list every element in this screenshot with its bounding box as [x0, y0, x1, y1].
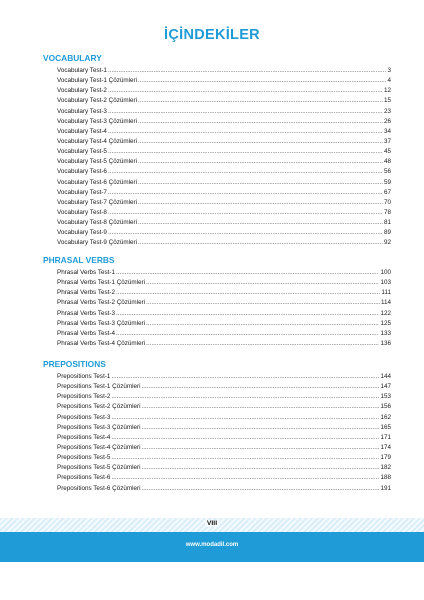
toc-entry[interactable]: [43, 96, 391, 106]
toc-entry-page: 165: [380, 423, 391, 431]
toc-entry-page: 114: [380, 299, 391, 307]
toc-entry-label: Vocabulary Test-6 Çözümleri: [57, 178, 138, 186]
toc-dot-leader: [138, 218, 383, 228]
toc-entry[interactable]: [43, 66, 391, 76]
toc-dot-leader: [111, 453, 379, 463]
toc-entry[interactable]: [43, 228, 391, 238]
page-title: İÇİNDEKİLER: [164, 27, 260, 43]
section-prepositions: [43, 359, 391, 494]
toc-entry[interactable]: [43, 298, 391, 308]
toc-entry-label: Phrasal Verbs Test-1 Çözümleri: [57, 279, 146, 287]
toc-entry-label: Phrasal Verbs Test-2 Çözümleri: [57, 299, 146, 307]
toc-entry-page: 133: [380, 329, 391, 337]
toc-entry[interactable]: [43, 433, 391, 443]
toc-entry-page: 100: [380, 269, 391, 276]
toc-dot-leader: [142, 484, 380, 494]
toc-dot-leader: [146, 319, 379, 329]
page-number: [0, 520, 424, 527]
toc-entry[interactable]: [43, 188, 391, 198]
toc-entry[interactable]: [43, 473, 391, 483]
toc-entry[interactable]: [43, 288, 391, 298]
toc-entry-page: 122: [380, 309, 391, 317]
toc-entry-page: 4: [387, 77, 391, 85]
toc-entry-page: 26: [383, 117, 391, 125]
toc-entry-label: Prepositions Test-2: [57, 393, 111, 401]
toc-entry[interactable]: [43, 127, 391, 137]
toc-dot-leader: [108, 188, 383, 198]
toc-dot-leader: [111, 433, 379, 443]
section-phrasal-verbs: [43, 255, 391, 349]
toc-entry-label: Vocabulary Test-5 Çözümleri: [57, 158, 138, 166]
toc-entry-label: Vocabulary Test-3: [57, 107, 107, 115]
toc-dot-leader: [142, 463, 380, 473]
toc-entry-label: Phrasal Verbs Test-3: [57, 309, 115, 317]
toc-dot-leader: [108, 208, 383, 218]
toc-entry[interactable]: [43, 147, 391, 157]
toc-dot-leader: [138, 157, 383, 167]
toc-entry[interactable]: [43, 86, 391, 96]
toc-entry-page: 179: [380, 454, 391, 462]
toc-entry-page: 111: [381, 289, 391, 297]
toc-entry-label: Phrasal Verbs Test-3 Çözümleri: [57, 319, 146, 327]
toc-entry-page: 136: [380, 339, 391, 347]
toc-entry-page: 3: [387, 67, 391, 74]
toc-entry-page: 153: [380, 393, 391, 401]
toc-entry[interactable]: [43, 382, 391, 392]
section-heading: PREPOSITIONS: [43, 359, 106, 369]
toc-entry-label: Prepositions Test-6 Çözümleri: [57, 484, 141, 492]
toc-entry-label: Phrasal Verbs Test-2: [57, 289, 115, 297]
toc-dot-leader: [108, 86, 383, 96]
toc-entry-page: 59: [383, 178, 391, 186]
toc-entry-page: 12: [383, 87, 391, 95]
toc-dot-leader: [138, 76, 386, 86]
toc-entry-label: Vocabulary Test-6: [57, 168, 107, 176]
toc-entry-label: Vocabulary Test-7: [57, 188, 107, 196]
toc-entry-page: 56: [383, 168, 391, 176]
page-number-text: VIII: [206, 520, 218, 527]
toc-entry-label: Phrasal Verbs Test-4 Çözümleri: [57, 339, 146, 347]
toc-entry-page: 147: [380, 383, 391, 391]
toc-entry-label: Vocabulary Test-1 Çözümleri: [57, 77, 138, 85]
toc-entry-page: 156: [380, 403, 391, 411]
toc-dot-leader: [138, 137, 383, 147]
toc-dot-leader: [146, 298, 380, 308]
toc-entry-label: Prepositions Test-3: [57, 413, 111, 421]
toc-entry-page: 171: [380, 433, 391, 441]
toc-entry-label: Prepositions Test-3 Çözümleri: [57, 423, 141, 431]
toc-entry[interactable]: [43, 453, 391, 463]
toc-entry-page: 23: [383, 107, 391, 115]
toc-dot-leader: [116, 288, 380, 298]
toc-entry-page: 45: [383, 148, 391, 156]
toc-entry-label: Phrasal Verbs Test-1: [57, 269, 115, 276]
toc-entry-label: Vocabulary Test-9 Çözümleri: [57, 239, 138, 247]
toc-entry-label: Vocabulary Test-3 Çözümleri: [57, 117, 138, 125]
toc-dot-leader: [108, 127, 383, 137]
toc-entry-page: 67: [383, 188, 391, 196]
toc-dot-leader: [116, 309, 380, 319]
toc-entry[interactable]: [43, 463, 391, 473]
toc-entry-page: 92: [383, 239, 391, 247]
toc-dot-leader: [146, 278, 379, 288]
toc-list: [43, 66, 391, 249]
toc-entry[interactable]: [43, 443, 391, 453]
toc-entry[interactable]: [43, 319, 391, 329]
toc-entry[interactable]: [43, 178, 391, 188]
toc-entry-page: 89: [383, 229, 391, 237]
toc-entry-page: 34: [383, 127, 391, 135]
toc-entry-page: 70: [383, 198, 391, 206]
toc-entry[interactable]: [43, 339, 391, 349]
toc-entry[interactable]: [43, 107, 391, 117]
toc-entry-label: Vocabulary Test-9: [57, 229, 107, 237]
toc-entry[interactable]: [43, 198, 391, 208]
toc-dot-leader: [138, 117, 383, 127]
toc-dot-leader: [142, 382, 380, 392]
section-heading: PHRASAL VERBS: [43, 255, 115, 265]
toc-entry[interactable]: [43, 117, 391, 127]
toc-dot-leader: [142, 423, 380, 433]
toc-entry-page: 78: [383, 208, 391, 216]
toc-dot-leader: [111, 372, 379, 382]
toc-entry-page: 103: [380, 279, 391, 287]
section-heading: VOCABULARY: [43, 53, 102, 63]
toc-entry-label: Prepositions Test-2 Çözümleri: [57, 403, 141, 411]
section-vocabulary: [43, 53, 391, 249]
toc-entry-label: Prepositions Test-5 Çözümleri: [57, 464, 141, 472]
toc-entry[interactable]: [43, 137, 391, 147]
toc-dot-leader: [142, 402, 380, 412]
toc-entry[interactable]: [43, 167, 391, 177]
toc-entry-label: Vocabulary Test-5: [57, 148, 107, 156]
toc-entry-label: Vocabulary Test-1: [57, 67, 107, 74]
toc-dot-leader: [111, 413, 379, 423]
toc-entry-label: Vocabulary Test-2 Çözümleri: [57, 97, 138, 105]
toc-entry-label: Prepositions Test-5: [57, 454, 111, 462]
toc-dot-leader: [111, 392, 379, 402]
footer-url[interactable]: www.modadil.com: [185, 542, 239, 548]
toc-entry[interactable]: [43, 392, 391, 402]
toc-entry[interactable]: [43, 268, 391, 278]
toc-entry-label: Prepositions Test-1: [57, 373, 111, 380]
toc-entry-page: 162: [380, 413, 391, 421]
toc-entry[interactable]: [43, 484, 391, 494]
toc-entry[interactable]: [43, 423, 391, 433]
toc-entry-label: Phrasal Verbs Test-4: [57, 329, 115, 337]
toc-entry-page: 174: [380, 443, 391, 451]
toc-entry-label: Vocabulary Test-4 Çözümleri: [57, 137, 138, 145]
toc-entry-label: Prepositions Test-1 Çözümleri: [57, 383, 141, 391]
toc-dot-leader: [138, 198, 383, 208]
toc-entry-page: 144: [380, 373, 391, 380]
toc-dot-leader: [108, 228, 383, 238]
toc-entry-page: 48: [383, 158, 391, 166]
toc-entry[interactable]: [43, 329, 391, 339]
toc-dot-leader: [108, 147, 383, 157]
toc-entry-label: Vocabulary Test-4: [57, 127, 107, 135]
toc-entry[interactable]: [43, 238, 391, 248]
toc-entry-label: Vocabulary Test-2: [57, 87, 107, 95]
toc-entry-label: Prepositions Test-6: [57, 474, 111, 482]
toc-entry-label: Vocabulary Test-7 Çözümleri: [57, 198, 138, 206]
toc-entry[interactable]: [43, 218, 391, 228]
toc-entry-label: Vocabulary Test-8 Çözümleri: [57, 219, 138, 227]
toc-entry[interactable]: [43, 402, 391, 412]
toc-dot-leader: [108, 107, 383, 117]
toc-list: [43, 268, 391, 349]
toc-entry[interactable]: [43, 157, 391, 167]
toc-entry-page: 37: [383, 137, 391, 145]
toc-dot-leader: [116, 329, 380, 339]
toc-entry[interactable]: [43, 208, 391, 218]
toc-dot-leader: [108, 66, 387, 76]
toc-entry[interactable]: [43, 413, 391, 423]
toc-entry[interactable]: [43, 309, 391, 319]
toc-entry-page: 15: [383, 97, 391, 105]
toc-dot-leader: [116, 268, 380, 278]
toc-entry-label: Prepositions Test-4 Çözümleri: [57, 443, 141, 451]
toc-dot-leader: [138, 238, 383, 248]
toc-entry[interactable]: [43, 278, 391, 288]
toc-entry-page: 182: [380, 464, 391, 472]
toc-entry-label: Prepositions Test-4: [57, 433, 111, 441]
toc-entry-page: 81: [383, 219, 391, 227]
toc-dot-leader: [111, 473, 379, 483]
toc-entry-page: 188: [380, 474, 391, 482]
toc-list: [43, 372, 391, 494]
toc-dot-leader: [138, 178, 383, 188]
toc-entry-page: 125: [380, 319, 391, 327]
toc-dot-leader: [108, 167, 383, 177]
toc-dot-leader: [142, 443, 380, 453]
toc-dot-leader: [146, 339, 379, 349]
toc-entry-page: 191: [380, 484, 391, 492]
toc-entry[interactable]: [43, 76, 391, 86]
toc-dot-leader: [138, 96, 383, 106]
toc-entry[interactable]: [43, 372, 391, 382]
toc-entry-label: Vocabulary Test-8: [57, 208, 107, 216]
